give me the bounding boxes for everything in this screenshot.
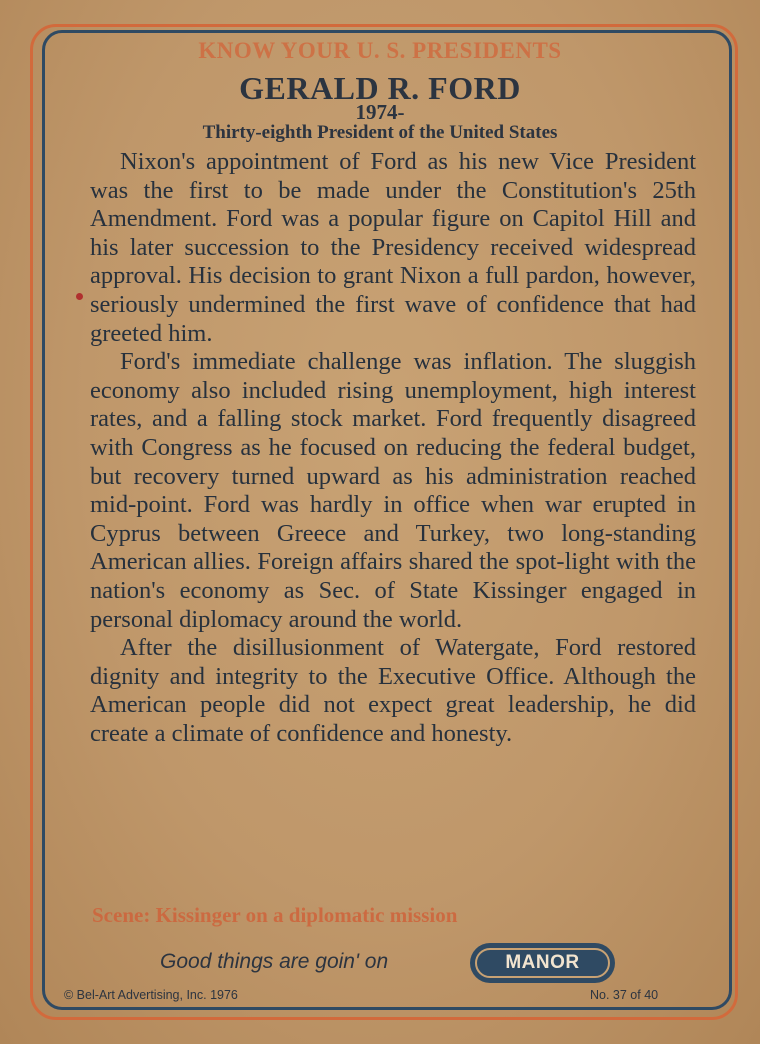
biography-text <box>90 148 696 748</box>
ink-mark <box>76 293 83 300</box>
biography-paragraph: Nixon's appointment of Ford as his new Vice President was the first to be made under the Constitution's 25th Amendment. Ford was a popular figure on Capitol Hill and his later succession to the Presidency received widespread approval. His decision to grant Nixon a full pardon, however, seriously undermined the first wave of confidence that had greeted him. <box>90 148 696 347</box>
president-subtitle: Thirty-eighth President of the United States <box>202 122 558 143</box>
biography-paragraph: After the disillusionment of Watergate, Ford restored dignity and integrity to the Executive Office. Although the American people did not expect great leadership, he did create a climate of confidence and honesty. <box>90 634 696 747</box>
biography-paragraph: Ford's immediate challenge was inflation. The sluggish economy also included rising unemployment, high interest rates, and a falling stock market. Ford frequently disagreed with Congress as he focused on reducing the federal budget, but recovery turned upward as his administration reached mid-point. Ford was hardly in office when war erupted in Cyprus between Greece and Turkey, two long-standing American allies. Foreign affairs shared the spot-light with the nation's economy as Sec. of State Kissinger engaged in personal diplomacy around the world. <box>90 348 696 633</box>
scene-caption: Scene: Kissinger on a diplomatic mission <box>92 903 458 927</box>
slogan: Good things are goin' on <box>160 950 389 973</box>
manor-logo <box>470 943 615 983</box>
manor-logo-text: MANOR <box>475 948 610 978</box>
copyright-notice: © Bel-Art Advertising, Inc. 1976 <box>64 988 238 1002</box>
card-number: No. 37 of 40 <box>590 988 659 1002</box>
president-name: GERALD R. FORD <box>239 70 521 106</box>
series-title: KNOW YOUR U. S. PRESIDENTS <box>198 38 562 63</box>
term-years: 1974- <box>355 100 405 124</box>
